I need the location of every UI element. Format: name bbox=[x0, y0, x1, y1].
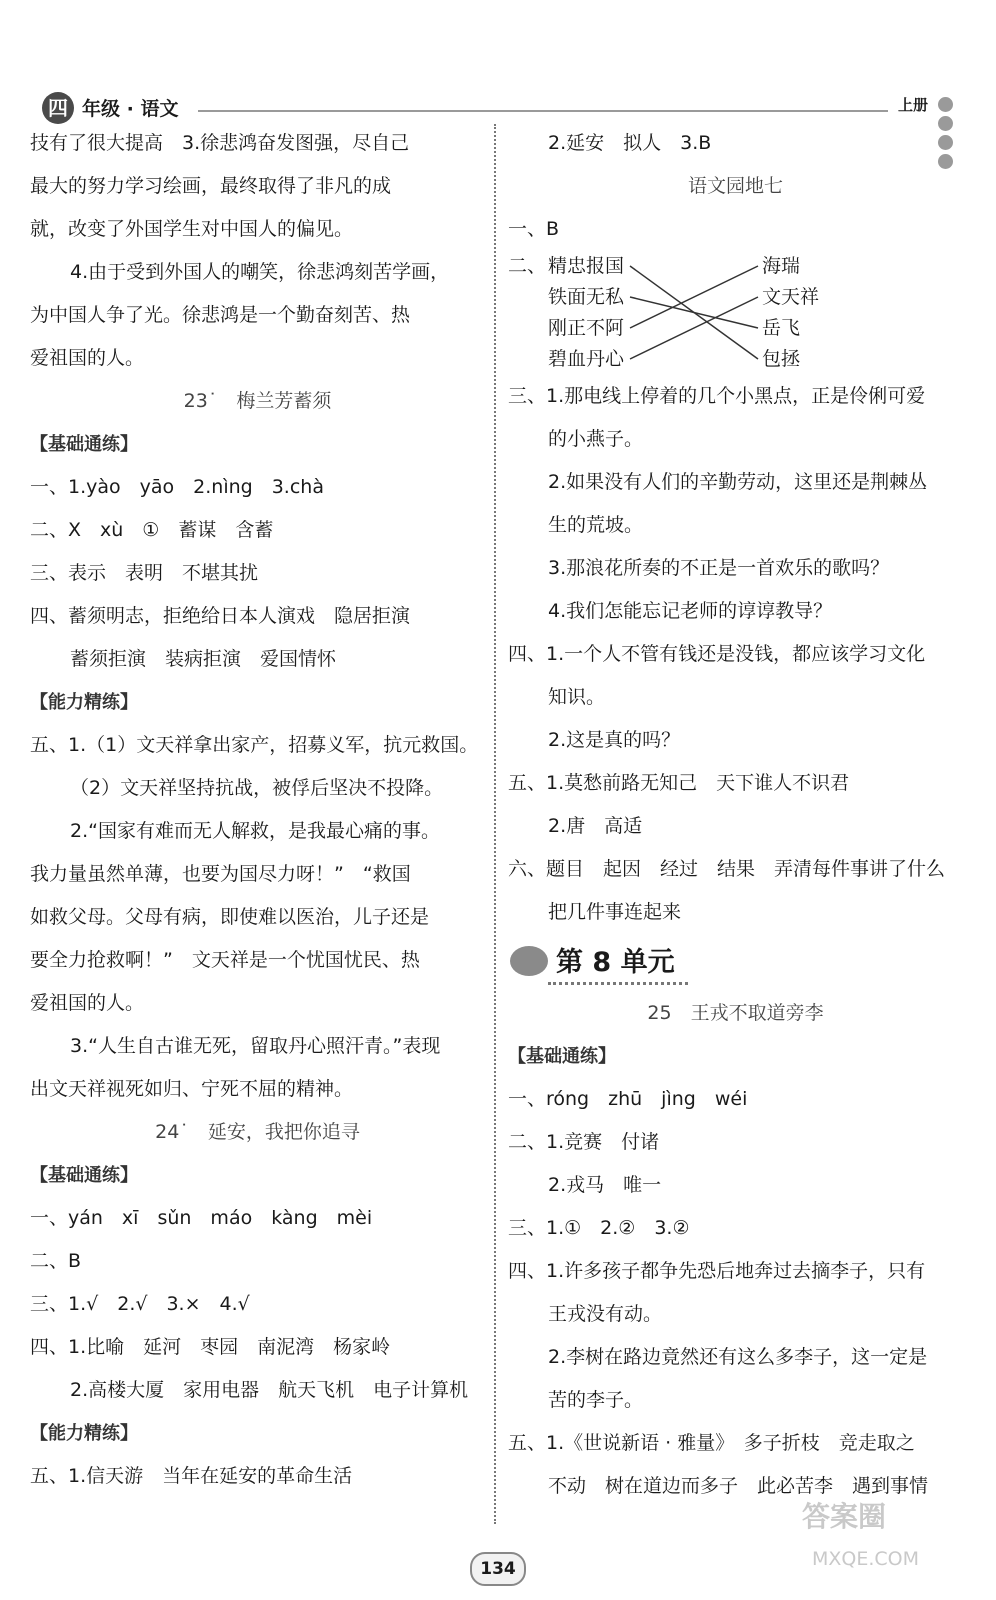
answer-line: 二、1.竞赛 付诸 bbox=[508, 1131, 660, 1153]
answer-line: 技有了很大提高 3.徐悲鸿奋发图强，尽自己 bbox=[30, 132, 410, 154]
answer-line: 最大的努力学习绘画，最终取得了非凡的成 bbox=[30, 175, 392, 197]
section-tag: 【基础通练】 bbox=[508, 1046, 616, 1067]
unit-underline bbox=[548, 982, 688, 985]
answer-line: 三、1.① 2.② 3.② bbox=[508, 1217, 690, 1239]
match-left-item: 精忠报国 bbox=[548, 255, 625, 277]
answer-line: 二、X xù ① 蓄谋 含蓄 bbox=[30, 519, 274, 541]
answer-line: 蓄须拒演 装病拒演 爱国情怀 bbox=[70, 648, 337, 670]
answer-line: 的小燕子。 bbox=[548, 428, 644, 450]
answer-line: 生的荒坡。 bbox=[548, 514, 644, 536]
match-line-2 bbox=[630, 297, 758, 328]
match-right-item: 海瑞 bbox=[762, 255, 801, 277]
section-tag: 【能力精练】 bbox=[30, 692, 138, 713]
answer-line: 把几件事连起来 bbox=[548, 901, 682, 923]
answer-line: 五、1.（1）文天祥拿出家产，招募义军，抗元救国。 bbox=[30, 734, 479, 756]
answer-line: 2.如果没有人们的辛勤劳动，这里还是荆棘丛 bbox=[548, 471, 928, 493]
volume-label: 上册 bbox=[898, 96, 929, 114]
matching-lines bbox=[508, 251, 808, 375]
grade-subject-label: 年级 · 语文 bbox=[82, 98, 179, 120]
answer-line: 2.延安 拟人 3.B bbox=[548, 132, 712, 154]
column-divider bbox=[494, 124, 496, 1524]
match-left-item: 铁面无私 bbox=[548, 286, 625, 308]
page-number: 134 bbox=[470, 1552, 526, 1586]
answer-line: 三、1.√ 2.√ 3.× 4.√ bbox=[30, 1293, 250, 1315]
answer-line: 三、表示 表明 不堪其扰 bbox=[30, 562, 259, 584]
answer-line: 爱祖国的人。 bbox=[30, 347, 145, 369]
grade-badge: 四 bbox=[42, 92, 74, 124]
answer-line: 要全力抢救啊！” 文天祥是一个忧国忧民、热 bbox=[30, 949, 420, 971]
match-line-4 bbox=[630, 297, 758, 359]
section-tag: 【基础通练】 bbox=[30, 1165, 138, 1186]
answer-line: 五、1.莫愁前路无知己 天下谁人不识君 bbox=[508, 772, 850, 794]
answer-line: 王戎没有动。 bbox=[548, 1303, 663, 1325]
answer-line: 2.“国家有难而无人解救，是我最心痛的事。 bbox=[70, 820, 440, 842]
header-rule bbox=[198, 110, 888, 112]
answer-line: 2.李树在路边竟然还有这么多李子，这一定是 bbox=[548, 1346, 928, 1368]
answer-line: 我力量虽然单薄，也要为国尽力呀！” “救国 bbox=[30, 863, 411, 885]
answer-line: 3.那浪花所奏的不正是一首欢乐的歌吗？ bbox=[548, 557, 890, 579]
section-tag: 【基础通练】 bbox=[30, 434, 138, 455]
answer-line: 为中国人争了光。徐悲鸿是一个勤奋刻苦、热 bbox=[30, 304, 411, 326]
unit-circle-icon bbox=[510, 946, 548, 976]
match-right-item: 岳飞 bbox=[762, 317, 801, 339]
answer-line: 不动 树在道边而多子 此必苦李 遇到事情 bbox=[548, 1475, 929, 1497]
answer-line: 二、B bbox=[30, 1250, 82, 1272]
answer-line: 一、B bbox=[508, 218, 560, 240]
answer-line: 4.我们怎能忘记老师的谆谆教导？ bbox=[548, 600, 833, 622]
answer-line: 出文天祥视死如归、宁死不屈的精神。 bbox=[30, 1078, 354, 1100]
watermark-logo: 答案圈 bbox=[802, 1500, 887, 1533]
answer-line: 苦的李子。 bbox=[548, 1389, 644, 1411]
answer-line: 2.唐 高适 bbox=[548, 815, 643, 837]
answer-line: 2.这是真的吗？ bbox=[548, 729, 681, 751]
section-title: 25 王戎不取道旁李 bbox=[647, 1002, 824, 1024]
match-left-item: 碧血丹心 bbox=[548, 348, 625, 370]
section-title: 24˙ 延安，我把你追寻 bbox=[155, 1121, 360, 1143]
match-right-item: 文天祥 bbox=[762, 286, 820, 308]
unit-heading bbox=[508, 934, 963, 992]
answer-line: （2）文天祥坚持抗战，被俘后坚决不投降。 bbox=[70, 777, 444, 799]
answer-line: 就，改变了外国学生对中国人的偏见。 bbox=[30, 218, 354, 240]
section-title: 23˙ 梅兰芳蓄须 bbox=[183, 390, 332, 412]
answer-line: 知识。 bbox=[548, 686, 606, 708]
answer-line: 一、yán xī sǔn máo kàng mèi bbox=[30, 1207, 373, 1229]
page-header bbox=[38, 86, 968, 126]
section-title: 语文园地七 bbox=[687, 175, 783, 197]
answer-line: 4.由于受到外国人的嘲笑，徐悲鸿刻苦学画， bbox=[70, 261, 450, 283]
unit-title: 第 8 单元 bbox=[556, 947, 675, 978]
matching-prefix: 二、 bbox=[508, 255, 547, 277]
right-column bbox=[508, 122, 963, 1508]
answer-line: 一、róng zhū jìng wéi bbox=[508, 1088, 748, 1110]
watermark-url: MXQE.COM bbox=[812, 1548, 920, 1570]
answer-line: 五、1.《世说新语 · 雅量》 多子折枝 竞走取之 bbox=[508, 1432, 915, 1454]
answer-line: 2.戎马 唯一 bbox=[548, 1174, 662, 1196]
answer-line: 一、1.yào yāo 2.nìng 3.chà bbox=[30, 476, 324, 498]
answer-line: 五、1.信天游 当年在延安的革命生活 bbox=[30, 1465, 353, 1487]
match-left-item: 刚正不阿 bbox=[548, 317, 625, 339]
section-tag: 【能力精练】 bbox=[30, 1423, 138, 1444]
answer-line: 四、蓄须明志，拒绝给日本人演戏 隐居拒演 bbox=[30, 605, 411, 627]
answer-line: 六、题目 起因 经过 结果 弄清每件事讲了什么 bbox=[508, 858, 946, 880]
answer-line: 四、1.许多孩子都争先恐后地奔过去摘李子，只有 bbox=[508, 1260, 926, 1282]
answer-line: 爱祖国的人。 bbox=[30, 992, 145, 1014]
answer-line: 三、1.那电线上停着的几个小黑点，正是伶俐可爱 bbox=[508, 385, 926, 407]
match-right-item: 包拯 bbox=[762, 348, 801, 370]
answer-line: 3.“人生自古谁无死，留取丹心照汗青。”表现 bbox=[70, 1035, 441, 1057]
answer-line: 如救父母。父母有病，即使难以医治，儿子还是 bbox=[30, 906, 430, 928]
matching-exercise bbox=[508, 251, 963, 375]
answer-line: 2.高楼大厦 家用电器 航天飞机 电子计算机 bbox=[70, 1379, 469, 1401]
answer-line: 四、1.比喻 延河 枣园 南泥湾 杨家岭 bbox=[30, 1336, 391, 1358]
match-line-3 bbox=[630, 266, 758, 328]
answer-line: 四、1.一个人不管有钱还是没钱，都应该学习文化 bbox=[508, 643, 926, 665]
left-column bbox=[30, 122, 485, 1498]
